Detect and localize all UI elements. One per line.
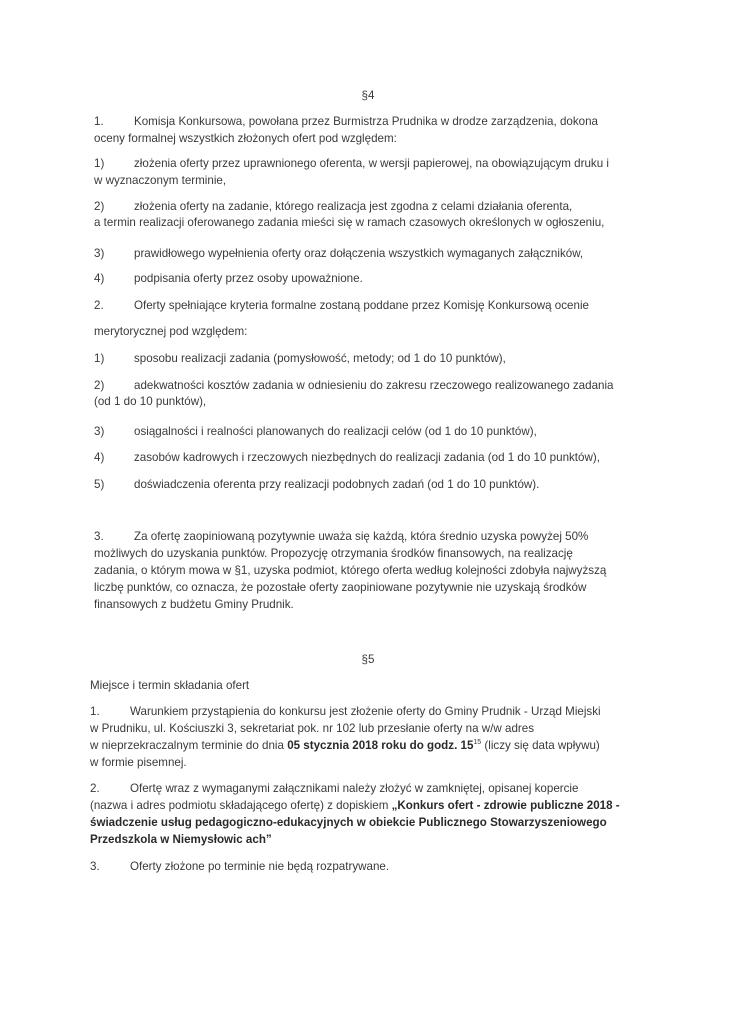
s5-p2-line2: (nazwa i adres podmiotu składającego ofertę) z dopiskiem „Konkurs ofert - zdrowie publiczne 2018 - [90,799,620,812]
s5-p1-line1: 1. Warunkiem przystąpienia do konkursu jest złożenie oferty do Gminy Prudnik - Urząd Miejski [90,705,601,718]
s4-p1-num: 1. [94,115,104,128]
s5-p2-line1: 2. Ofertę wraz z wymaganymi załącznikami należy złożyć w zamkniętej, opisanej kopercie [90,782,579,795]
merit-item-5: 5) doświadczenia oferenta przy realizacji podobnych zadań (od 1 do 10 punktów). [94,478,540,491]
formal-item-3: 3) prawidłowego wypełnienia oferty oraz dołączenia wszystkich wymaganych załączników, [94,247,584,260]
s4-p2-line2: merytorycznej pod względem: [94,325,248,338]
s4-p2-line1: 2. Oferty spełniające kryteria formalne zostaną poddane przez Komisję Konkursową ocenie [94,299,589,312]
merit-item-2: 2) adekwatności kosztów zadania w odniesieniu do zakresu rzeczowego realizowanego zadania [94,379,614,392]
formal-item-2-cont: a termin realizacji oferowanego zadania mieści się w ramach czasowych określonych w ogłoszeniu, [94,216,605,229]
s5-p1-line2: w Prudniku, ul. Kościuszki 3, sekretariat pok. nr 102 lub przesłanie oferty na w/w adres [90,722,534,735]
s4-p1-line1: 1. Komisja Konkursowa, powołana przez Burmistrza Prudnika w drodze zarządzenia, dokona [94,115,598,128]
s5-p3-line1: 3. Oferty złożone po terminie nie będą rozpatrywane. [90,860,390,873]
formal-item-4: 4) podpisania oferty przez osoby upoważnione. [94,272,363,285]
s4-p3-line5: finansowych z budżetu Gminy Prudnik. [94,598,294,611]
s5-p1-line4: w formie pisemnej. [90,756,187,769]
s5-p2-line3: świadczenie usług pedagogiczno-edukacyjnych w obiekcie Publicznego Stowarzyszeniowego [90,816,607,829]
merit-item-2-cont: (od 1 do 10 punktów), [94,395,207,408]
s4-p3-line1: 3. Za ofertę zaopiniowaną pozytywnie uważa się każdą, która średnio uzyska powyżej 50% [94,530,589,543]
section-5-heading: §5 [361,653,375,666]
deadline: 05 stycznia 2018 roku do godz. 15 [287,739,474,752]
merit-item-4: 4) zasobów kadrowych i rzeczowych niezbędnych do realizacji zadania (od 1 do 10 punktów), [94,451,600,464]
s4-p3-line2: możliwych do uzyskania punktów. Propozycję otrzymania środków finansowych, na realizację [94,547,573,560]
merit-item-1: 1) sposobu realizacji zadania (pomysłowość, metody; od 1 do 10 punktów), [94,352,506,365]
s5-p2-line4: Przedszkola w Niemysłowic ach” [90,833,272,846]
merit-item-3: 3) osiągalności i realności planowanych do realizacji celów (od 1 do 10 punktów), [94,425,537,438]
s5-p1-line3: w nieprzekraczalnym terminie do dnia 05 stycznia 2018 roku do godz. $15^{15}$ (liczy się data wpływu) [90,739,600,752]
s4-p1-line2: oceny formalnej wszystkich złożonych ofert pod względem: [94,132,397,145]
formal-item-2: 2) złożenia oferty na zadanie, którego realizacja jest zgodna z celami działania oferenta, [94,200,573,213]
formal-item-1: 1) złożenia oferty przez uprawnionego oferenta, w wersji papierowej, na obowiązującym druku i [94,157,609,170]
section-4-heading: §4 [361,89,375,102]
s4-p3-line4: liczbę punktów, co oznacza, że pozostałe oferty zaopiniowane pozytywnie nie uzyskają środków [94,581,587,594]
section-5-subtitle: Miejsce i termin składania ofert [90,679,250,692]
s4-p3-line3: zadania, o którym mowa w §1, uzyska podmiot, którego oferta według kolejności zdobyła najwyższą [94,564,607,577]
formal-item-1-cont: w wyznaczonym terminie, [94,174,227,187]
envelope-label: „Konkurs ofert - zdrowie publiczne 2018 - [391,799,620,812]
